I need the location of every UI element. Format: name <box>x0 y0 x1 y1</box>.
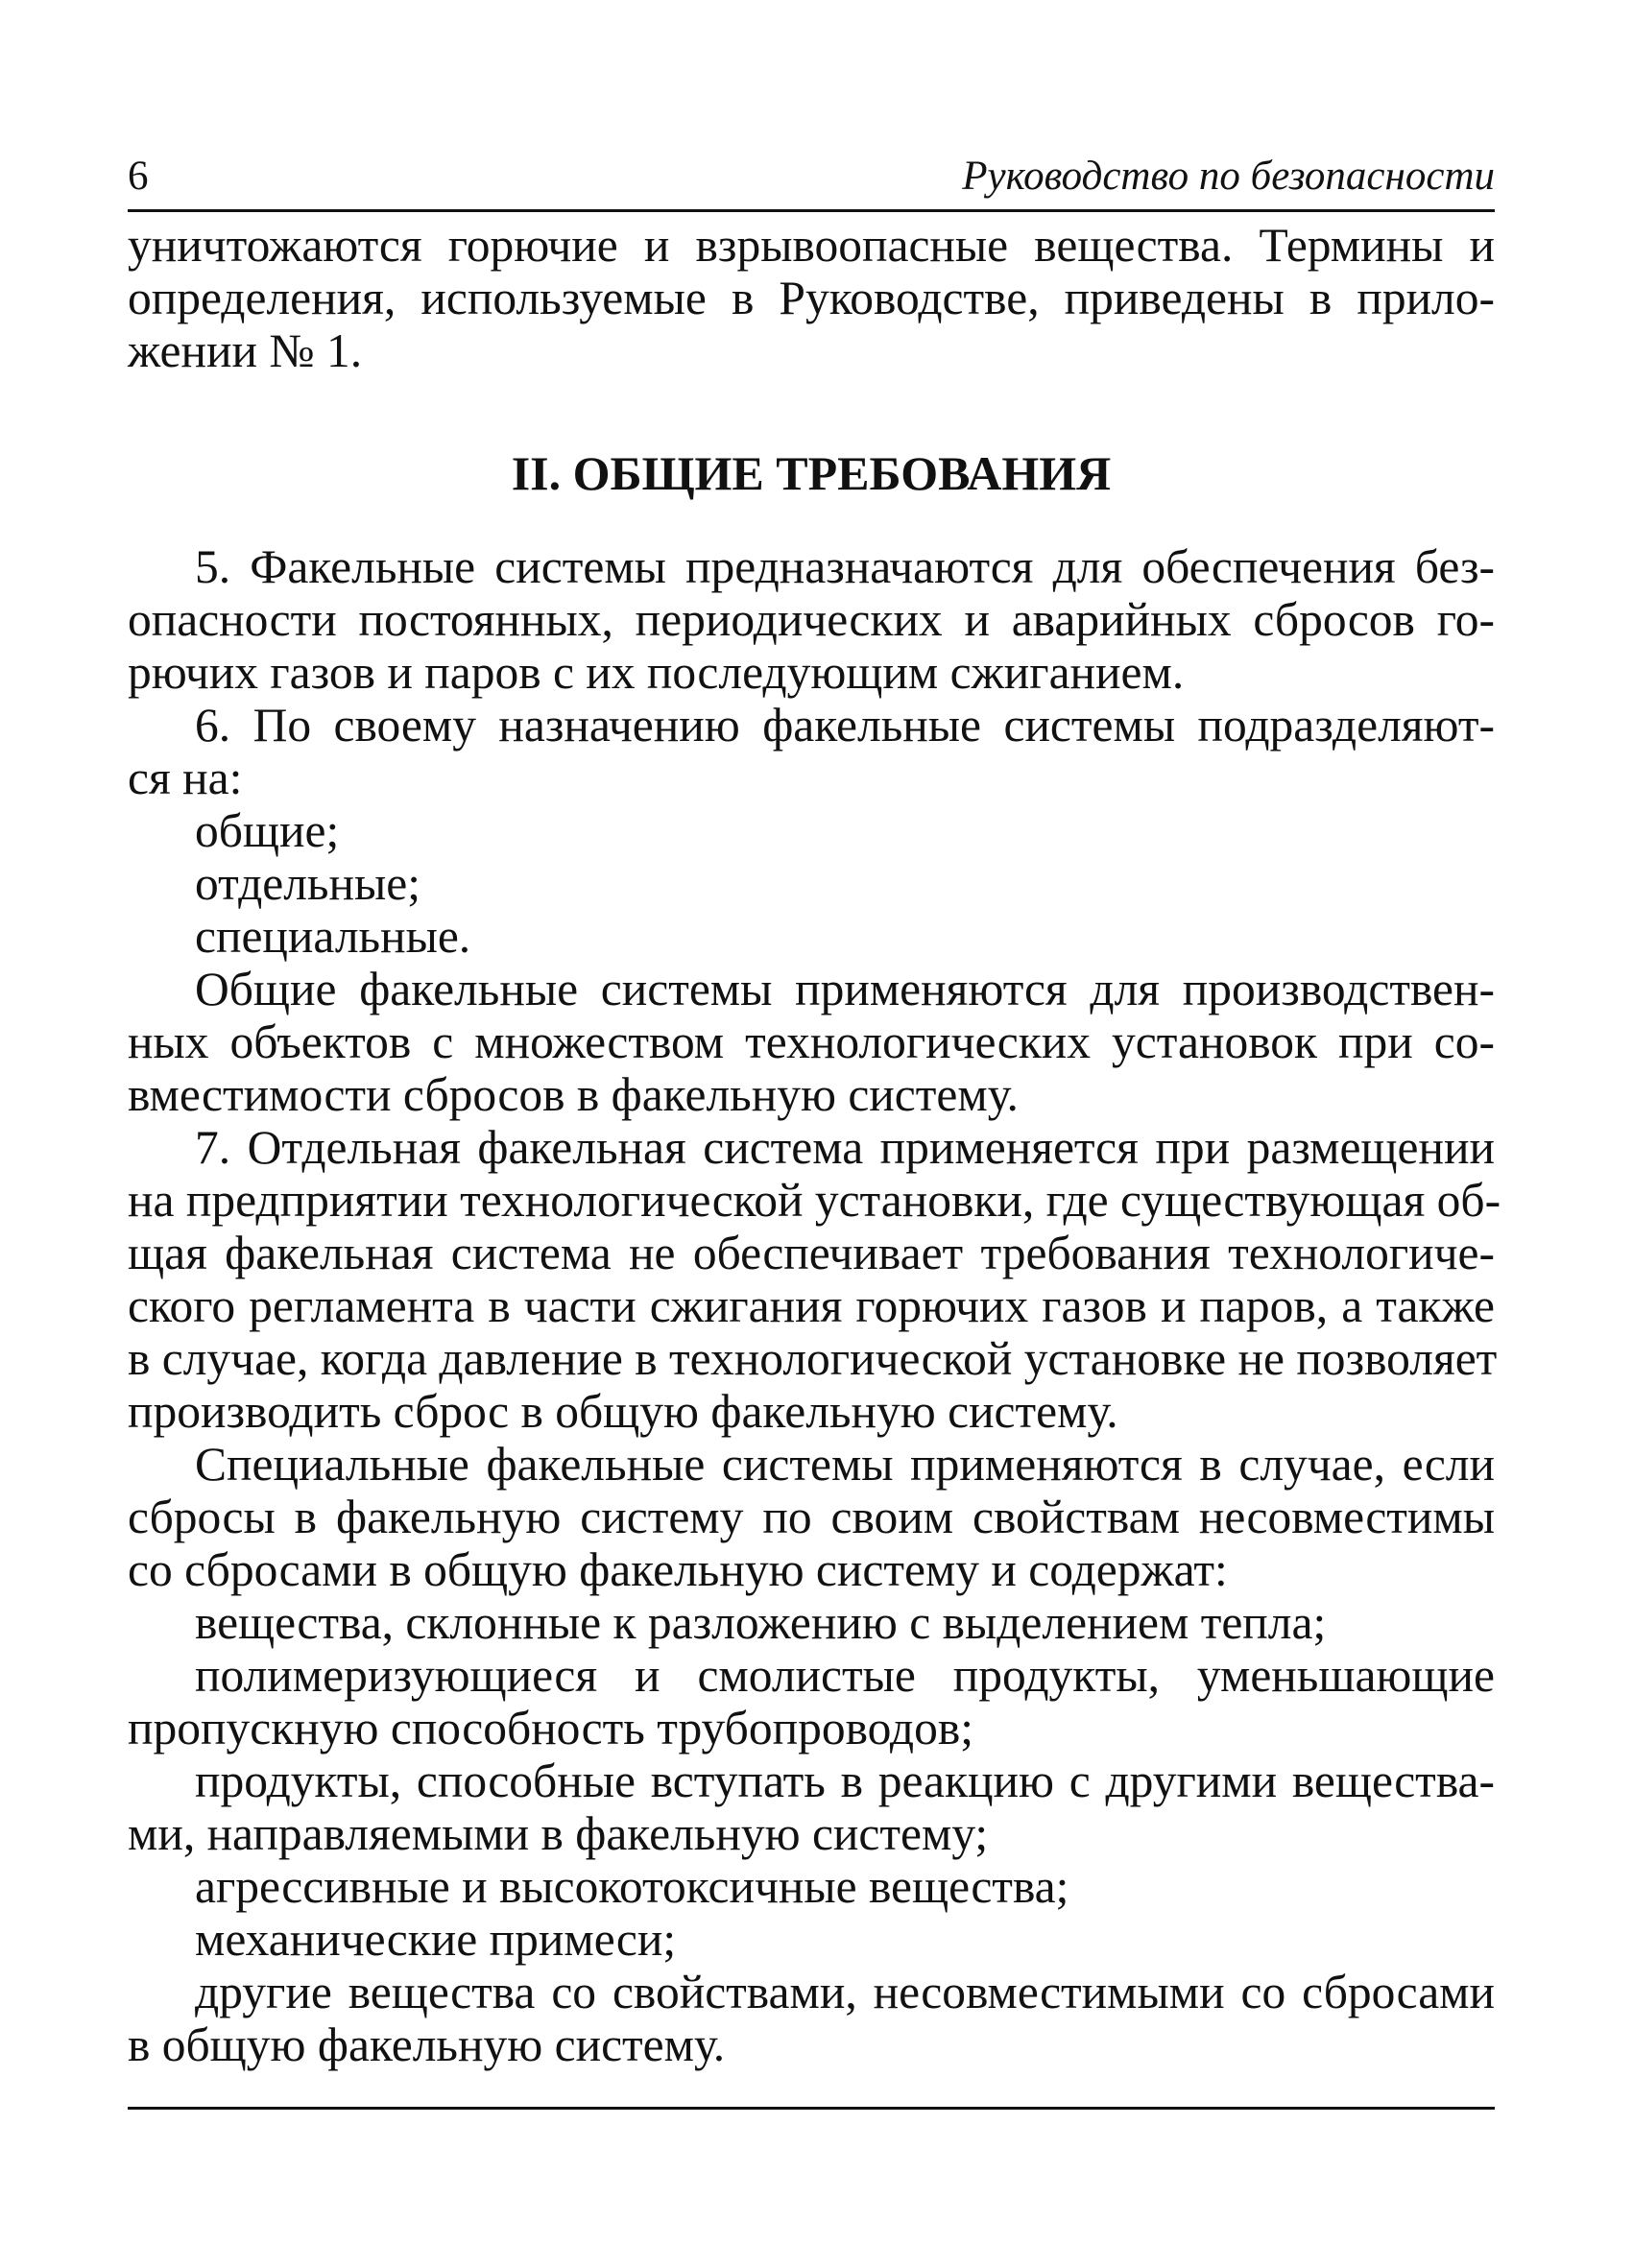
text-line: ся на: <box>128 752 243 804</box>
intro-line: определения, используемые в Руководстве, приведены в прило- <box>128 272 1495 324</box>
running-title: Руководство по безопасности <box>962 154 1495 199</box>
text-line: щая факельная система не обеспечивает требования технологиче- <box>128 1227 1495 1279</box>
section-heading: II. ОБЩИЕ ТРЕБОВАНИЯ <box>511 446 1112 500</box>
text-line: пропускную способность трубопроводов; <box>128 1702 973 1755</box>
text-line: вместимости сбросов в факельную систему. <box>128 1068 1019 1121</box>
text-line: агрессивные и высокотоксичные вещества; <box>195 1860 1069 1913</box>
text-line: Общие факельные системы применяются для производствен- <box>195 963 1495 1015</box>
text-line: 7. Отдельная факельная система применяется при размещении <box>195 1121 1495 1174</box>
text-line: рючих газов и паров с их последующим сжиганием. <box>128 646 1185 699</box>
text-line: вещества, склонные к разложению с выделением тепла; <box>195 1596 1327 1649</box>
text-line: в общую факельную систему. <box>128 2018 726 2071</box>
text-line: Специальные факельные системы применяются в случае, если <box>195 1438 1495 1491</box>
text-line: общие; <box>195 804 340 857</box>
text-line: на предприятии технологической установки, где существующая об- <box>128 1174 1501 1227</box>
intro-line: уничтожаются горючие и взрывоопасные вещества. Термины и <box>128 219 1495 272</box>
text-line: ского регламента в части сжигания горючих газов и паров, а также <box>128 1279 1495 1332</box>
text-line: полимеризующиеся и смолистые продукты, уменьшающие <box>195 1649 1495 1702</box>
text-line: ных объектов с множеством технологических установок при со- <box>128 1015 1495 1068</box>
page-header <box>128 152 1495 212</box>
text-line: сбросы в факельную систему по своим свойствам несовместимы <box>128 1491 1495 1543</box>
text-line: продукты, способные вступать в реакцию с другими вещества- <box>195 1755 1495 1807</box>
intro-line: жении № 1. <box>128 324 363 377</box>
text-line: механические примеси; <box>195 1913 677 1966</box>
text-line: специальные. <box>195 910 471 963</box>
section-content <box>128 540 1501 2071</box>
body-text <box>128 219 1501 2071</box>
text-line: отдельные; <box>195 857 420 910</box>
text-line: производить сброс в общую факельную систему. <box>128 1385 1118 1438</box>
text-line: со сбросами в общую факельную систему и содержат: <box>128 1543 1228 1596</box>
text-line: 5. Факельные системы предназначаются для обеспечения без- <box>195 540 1495 593</box>
text-line: 6. По своему назначению факельные системы подразделяют- <box>195 699 1495 752</box>
page-number: 6 <box>128 154 149 199</box>
bottom-rule <box>128 2107 1495 2110</box>
text-line: ми, направляемыми в факельную систему; <box>128 1807 989 1860</box>
text-line: в случае, когда давление в технологической установке не позволяет <box>128 1332 1498 1385</box>
text-line: другие вещества со свойствами, несовместимыми со сбросами <box>195 1966 1495 2018</box>
text-line: опасности постоянных, периодических и аварийных сбросов го- <box>128 593 1495 646</box>
